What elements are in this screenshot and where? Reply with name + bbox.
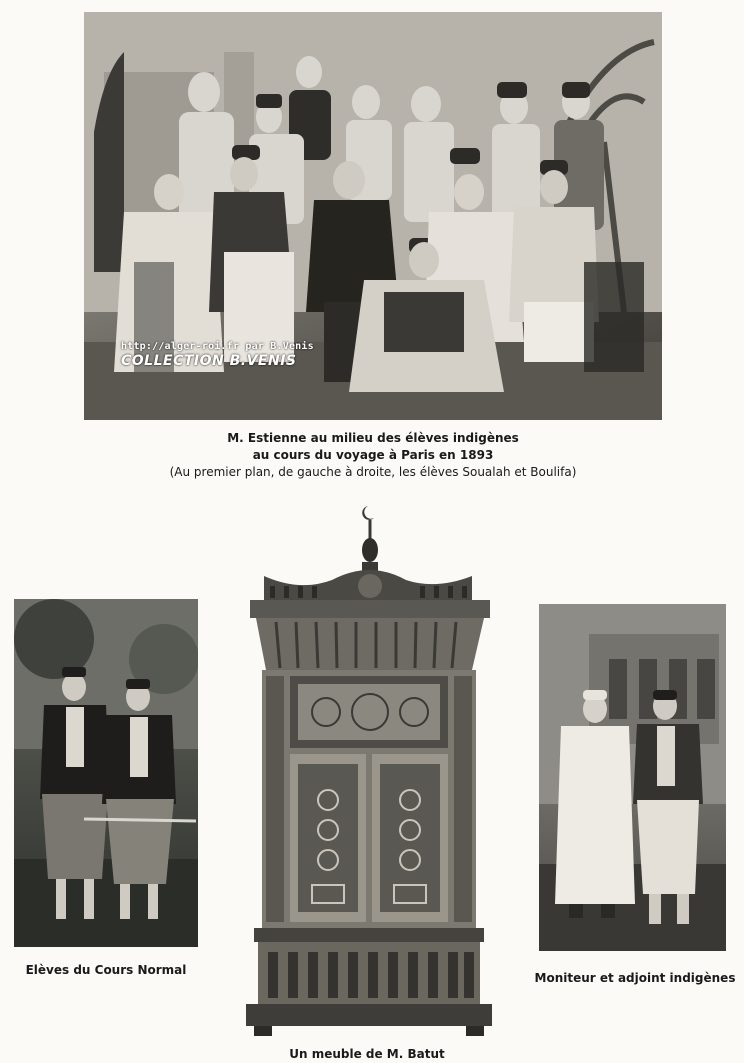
cabinet-photograph [236, 500, 498, 1040]
caption-line-1: M. Estienne au milieu des élèves indigènes [227, 431, 519, 445]
watermark-url: http://alger-roi.fr par B.Venis [121, 341, 314, 352]
cabinet-illustration [236, 500, 498, 1040]
students-caption: Elèves du Cours Normal [25, 963, 187, 977]
watermark [121, 341, 351, 369]
monitor-photograph [539, 604, 726, 951]
watermark-collection: COLLECTION B.VENIS [121, 353, 297, 369]
caption-line-2: au cours du voyage à Paris en 1893 [252, 448, 494, 462]
monitor-photo-illustration [539, 604, 726, 951]
students-photograph [14, 599, 198, 947]
monitor-caption: Moniteur et adjoint indigènes [534, 971, 736, 985]
students-photo-illustration [14, 599, 198, 947]
cabinet-caption: Un meuble de M. Batut [289, 1047, 445, 1061]
group-photo-caption [84, 430, 662, 481]
caption-line-3: (Au premier plan, de gauche à droite, les élèves Soualah et Boulifa) [169, 465, 577, 479]
